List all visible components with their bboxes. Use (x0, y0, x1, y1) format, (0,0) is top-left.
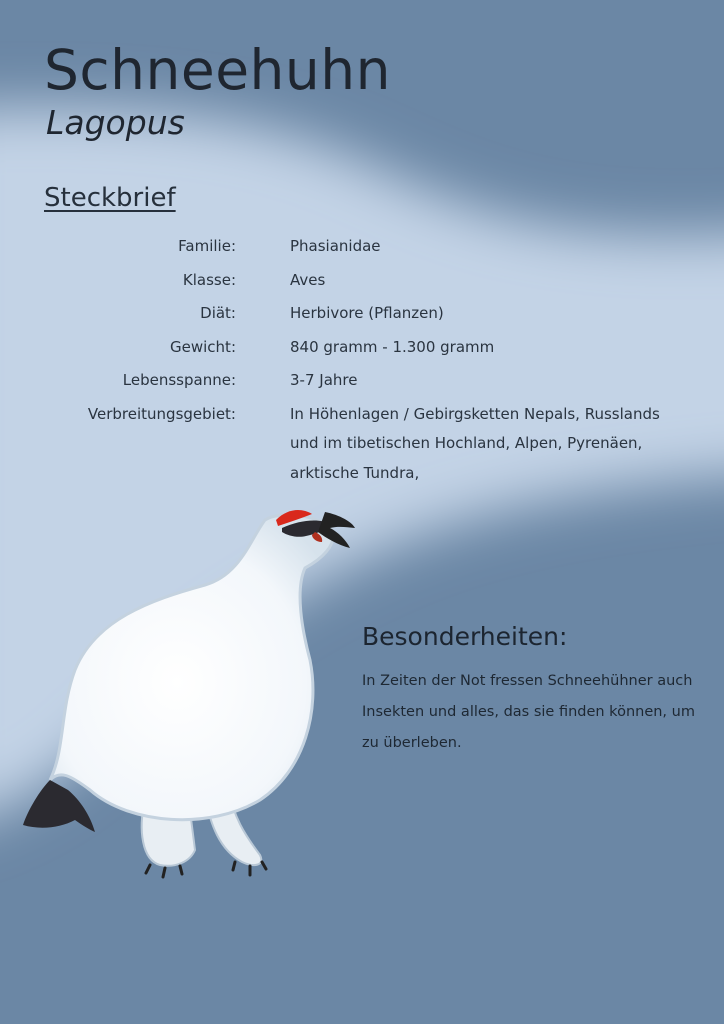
tail-feathers (23, 780, 95, 832)
special-heading: Besonderheiten: (362, 622, 568, 651)
fact-value-family: Phasianidae (290, 237, 381, 255)
fact-label-lifespan: Lebensspanne: (122, 371, 236, 389)
fact-label-family: Familie: (178, 237, 236, 255)
profile-heading: Steckbrief (44, 183, 176, 213)
fact-value-weight: 840 gramm - 1.300 gramm (290, 337, 495, 356)
fact-label-range: Verbreitungsgebiet: (87, 404, 236, 423)
profile-facts (0, 236, 724, 496)
page-title: Schneehuhn (44, 38, 391, 102)
fact-row (0, 404, 724, 489)
fact-value-range: In Höhenlagen / Gebirgsketten Nepals, Russlands und im tibetischen Hochland, Alpen, Pyrenäen, arktische Tundra, (290, 404, 660, 482)
fact-label-weight: Gewicht: (170, 337, 236, 356)
fact-row (0, 303, 724, 329)
fact-value-class: Aves (290, 270, 326, 289)
fact-label-class: Klasse: (182, 270, 236, 289)
fact-row (0, 270, 724, 296)
fact-value-diet: Herbivore (Pflanzen) (290, 304, 444, 322)
bird-body (50, 515, 333, 820)
fact-row (0, 337, 724, 363)
ptarmigan-illustration (20, 490, 360, 890)
fact-row (0, 370, 724, 396)
fact-value-lifespan: 3-7 Jahre (290, 371, 358, 389)
special-text: In Zeiten der Not fressen Schneehühner auch Insekten und alles, das sie finden können, um zu überleben. (362, 673, 695, 751)
latin-name: Lagopus (46, 103, 185, 142)
fact-row (0, 236, 724, 262)
fact-label-diet: Diät: (200, 304, 236, 322)
